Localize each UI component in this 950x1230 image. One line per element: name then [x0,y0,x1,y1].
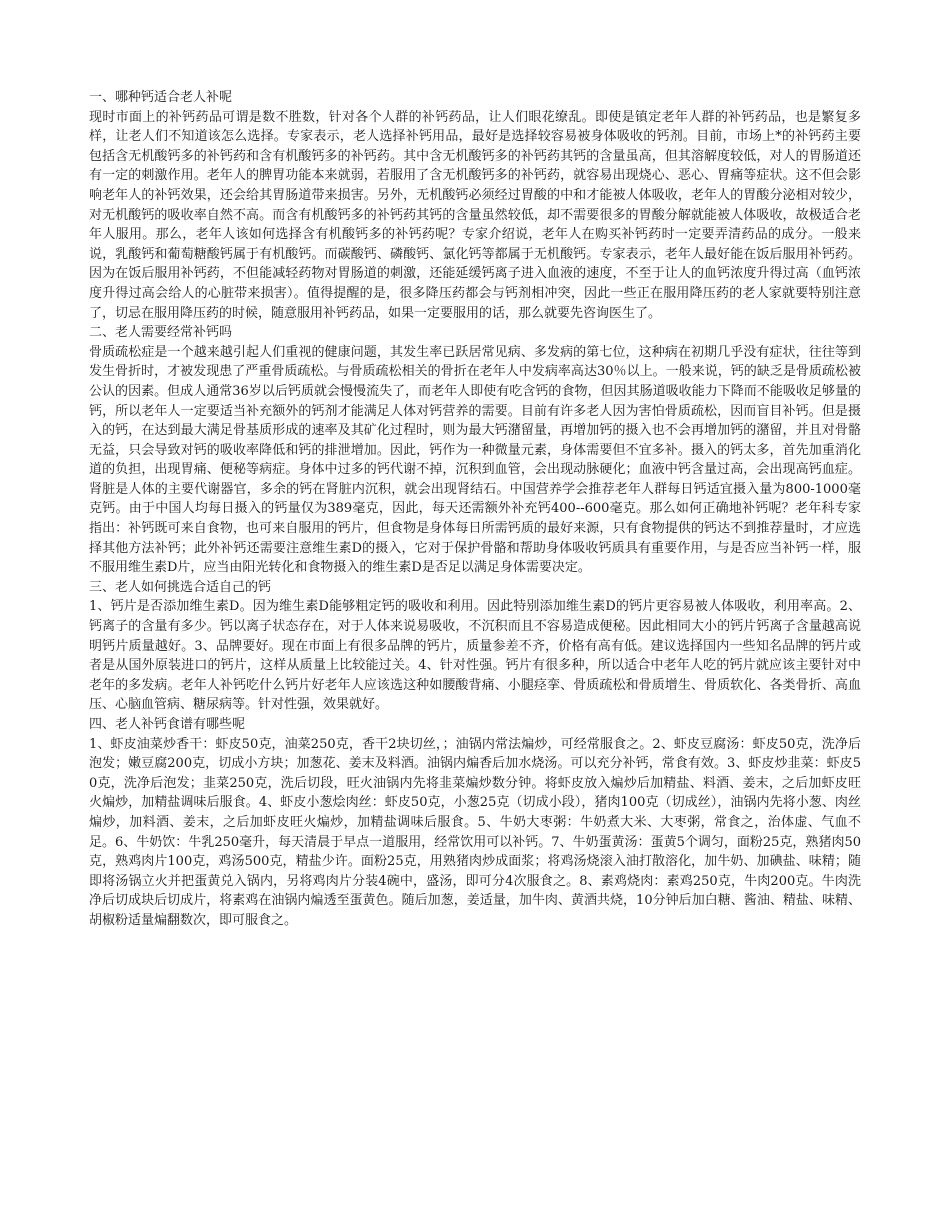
section-body: 1、虾皮油菜炒香干：虾皮50克，油菜250克，香干2块切丝，；油锅内常法煸炒，可经常服食之。2、虾皮豆腐汤：虾皮50克，洗净后泡发；嫩豆腐200克，切成小方块；加葱花、姜末及料酒。油锅内煸香后加水烧汤。可以充分补钙，常食有效。3、虾皮炒韭菜：虾皮50克，洗净后泡发；韭菜250克，洗后切段，旺火油锅内先将韭菜煸炒数分钟。将虾皮放入煸炒后加精盐、料酒、姜末，之后加虾皮旺火煸炒，加精盐调味后服食。4、虾皮小葱烩肉丝：虾皮50克，小葱25克（切成小段），猪肉100克（切成丝），油锅内先将小葱、肉丝煸炒，加料酒、姜末，之后加虾皮旺火煸炒，加精盐调味后服食。5、牛奶大枣粥：牛奶煮大米、大枣粥，常食之，治体虚、气血不足。6、牛奶饮：牛乳250毫升，每天清晨于早点一道服用，经常饮用可以补钙。7、牛奶蛋黄汤：蛋黄5个调匀，面粉25克，熟猪肉50克，熟鸡肉片100克，鸡汤500克，精盐少许。面粉25克，用熟猪肉炒成面浆；将鸡汤烧滚入油打散溶化，加牛奶、加碘盐、味精；随即将汤锅立火并把蛋黄兑入锅内，另将鸡肉片分装4碗中，盛汤，即可分4次服食之。8、素鸡烧肉：素鸡250克，牛肉200克。牛肉洗净后切成块后切成片，将素鸡在油锅内煸透至蛋黄色。随后加葱，姜适量，加牛肉、黄酒共烧，10分钟后加白糖、酱油、精盐、味精、胡椒粉适量煸翻数次，即可服食之。 [89,736,861,928]
section-body: 骨质疏松症是一个越来越引起人们重视的健康问题，其发生率已跃居常见病、多发病的第七位，这种病在初期几乎没有症状，往往等到发生骨折时，才被发现患了严重骨质疏松。与骨质疏松相关的骨折在老年人中发病率高达30％以上。一般来说，钙的缺乏是骨质疏松被公认的因素。但成人通常36岁以后钙质就会慢慢流失了，而老年人即使有吃含钙的食物，但因其肠道吸收能力下降而不能吸收足够量的钙，所以老年人一定要适当补充额外的钙剂才能满足人体对钙营养的需要。目前有许多老人因为害怕骨质疏松，因而盲目补钙。但是摄入的钙，在达到最大满足骨基质形成的速率及其矿化过程时，则为最大钙潴留量，再增加钙的摄入也不会再增加钙的潴留，并且对骨骼无益，只会导致对钙的吸收率降低和钙的排泄增加。因此，钙作为一种微量元素，身体需要但不宜多补。摄入的钙太多，首先加重消化道的负担，出现胃痛、便秘等病症。身体中过多的钙代谢不掉，沉积到血管，会出现动脉硬化；血液中钙含量过高，会出现高钙血症。肾脏是人体的主要代谢器官，多余的钙在肾脏内沉积，就会出现肾结石。中国营养学会推荐老年人群每日钙适宜摄入量为800-1000毫克钙。由于中国人均每日摄入的钙量仅为389毫克，因此，每天还需额外补充钙400--600毫克。那么如何正确地补钙呢？老年科专家指出：补钙既可来自食物，也可来自服用的钙片，但食物是身体每日所需钙质的最好来源，只有食物提供的钙达不到推荐量时，才应选择其他方法补钙；此外补钙还需要注意维生素D的摄入，它对于保护骨骼和帮助身体吸收钙质具有重要作用，与是否应当补钙一样，服不服用维生素D片，应当由阳光转化和食物摄入的维生素D是否足以满足身体需要决定。 [89,344,861,576]
section-recipes [89,715,861,931]
section-heading: 一、哪种钙适合老人补呢 [89,90,233,105]
section-need-calcium [89,323,861,578]
document-page [89,88,861,931]
section-calcium-type [89,88,861,323]
section-body: 1、钙片是否添加维生素D。因为维生素D能够粗定钙的吸收和利用。因此特别添加维生素D的钙片更容易被人体吸收，利用率高。2、钙离子的含量有多少。钙以离子状态存在，对于人体来说易吸收，不沉积而且不容易造成便秘。因此相同大小的钙片钙离子含量越高说明钙片质量越好。3、品牌要好。现在市面上有很多品牌的钙片，质量参差不齐，价格有高有低。建议选择国内一些知名品牌的钙片或者是从国外原装进口的钙片，这样从质量上比较能过关。4、针对性强。钙片有很多种，所以适合中老年人吃的钙片就应该主要针对中老年的多发病。老年人补钙吃什么钙片好老年人应该选这种如腰酸背痛、小腿痉挛、骨质疏松和骨质增生、骨质软化、各类骨折、高血压、心脑血管病、糖尿病等。针对性强，效果就好。 [89,599,861,713]
section-body: 现时市面上的补钙药品可谓是数不胜数，针对各个人群的补钙药品，让人们眼花缭乱。即使是镇定老年人群的补钙药品，也是繁复多样，让老人们不知道该怎么选择。专家表示，老人选择补钙用品，最好是选择较容易被身体吸收的钙剂。目前，市场上*的补钙药主要包括含无机酸钙多的补钙药和含有机酸钙多的补钙药。其中含无机酸钙多的补钙药其钙的含量虽高，但其溶解度较低，对人的胃肠道还有一定的刺激作用。老年人的脾胃功能本来就弱，若服用了含无机酸钙多的补钙药，就容易出现烧心、恶心、胃痛等症状。这不但会影响老年人的补钙效果，还会给其胃肠道带来损害。另外，无机酸钙必须经过胃酸的中和才能被人体吸收，老年人的胃酸分泌相对较少，对无机酸钙的吸收率自然不高。而含有机酸钙多的补钙药其钙的含量虽然较低，却不需要很多的胃酸分解就能被人体吸收，故极适合老年人服用。那么，老年人该如何选择含有机酸钙多的补钙药呢？专家介绍说，老年人在购买补钙药时一定要弄清药品的成分。一般来说，乳酸钙和葡萄糖酸钙属于有机酸钙。而碳酸钙、磷酸钙、氯化钙等都属于无机酸钙。专家表示，老年人最好能在饭后服用补钙药。因为在饭后服用补钙药，不但能减轻药物对胃肠道的刺激，还能延缓钙离子进入血液的速度，不至于让人的血钙浓度升得过高（血钙浓度升得过高会给人的心脏带来损害）。值得提醒的是，很多降压药都会与钙剂相冲突，因此一些正在服用降压药的老人家就要特别注意了，切忌在服用降压药的时候，随意服用补钙药品，如果一定要服用的话，那么就要先咨询医生了。 [89,109,861,321]
section-heading: 二、老人需要经常补钙吗 [89,325,233,341]
section-heading: 四、老人补钙食谱有哪些呢 [89,717,246,732]
section-choose-calcium [89,578,861,715]
section-heading: 三、老人如何挑选合适自己的钙 [89,579,272,595]
